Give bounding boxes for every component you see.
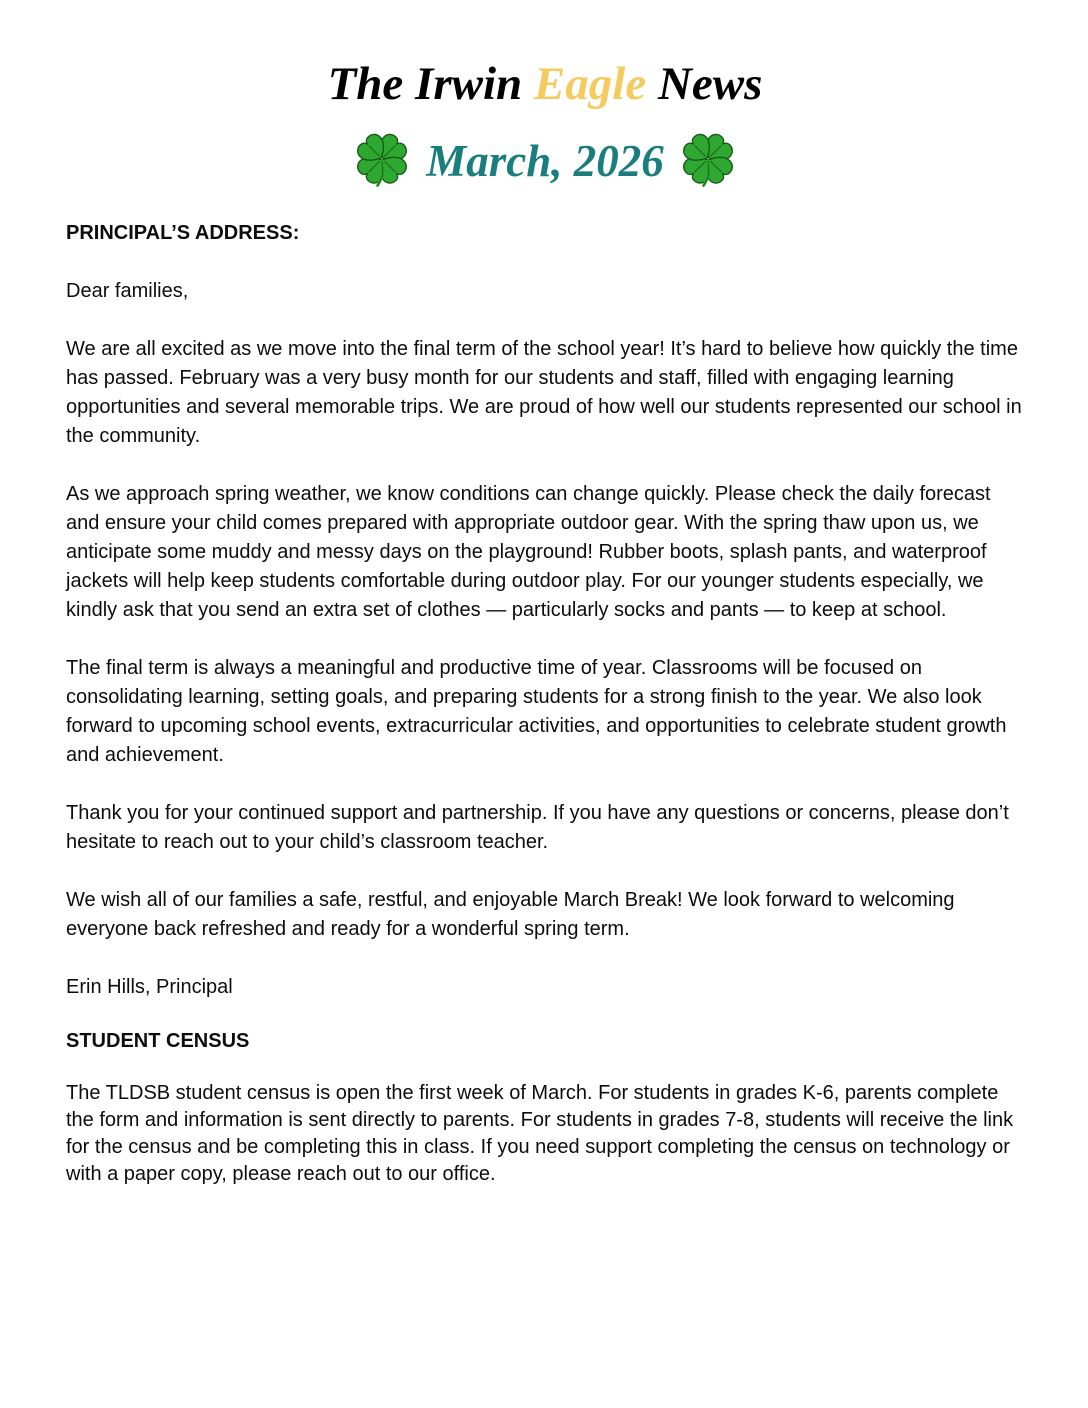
newsletter-body — [66, 219, 1024, 1188]
section-heading-student-census: STUDENT CENSUS — [66, 1030, 250, 1053]
title-text-post: News — [646, 58, 763, 110]
paragraph-final-term-focus: The final term is always a meaningful and productive time of year. Classrooms will be focused on consolidating learning, setting goals, and preparing students for a strong finish to the year. We also look forward to upcoming school events, extracurricular activities, and opportunities to celebrate student growth and achievement. — [66, 657, 1007, 767]
paragraph-thank-you: Thank you for your continued support and partnership. If you have any questions or concerns, please don’t hesitate to reach out to your child’s classroom teacher. — [66, 802, 1009, 854]
title-highlight: Eagle — [533, 58, 647, 110]
paragraph-spring-weather: As we approach spring weather, we know conditions can change quickly. Please check the daily forecast and ensure your child comes prepared with appropriate outdoor gear. With the spring thaw upon us, we anticipate some muddy and messy days on the playground! Rubber boots, splash pants, and waterproof jackets will help keep students comfortable during outdoor play. For our younger students especially, we kindly ask that you send an extra set of clothes — particularly socks and pants — to keep at school. — [66, 483, 991, 622]
paragraph-salutation: Dear families, — [66, 280, 189, 303]
paragraph-final-term-excitement: We are all excited as we move into the final term of the school year! It’s hard to believe how quickly the time has passed. February was a very busy month for our students and staff, filled with engaging learning opportunities and several memorable trips. We are proud of how well our students represented our school in the community. — [66, 338, 1022, 448]
newsletter-title — [66, 60, 1024, 109]
section-heading-principals-address: PRINCIPAL’S ADDRESS: — [66, 222, 300, 245]
paragraph-student-census: The TLDSB student census is open the first week of March. For students in grades K-6, parents complete the form and information is sent directly to parents. For students in grades 7-8, students will receive the link for the census and be completing this in class. If you need support completing the census on technology or with a paper copy, please reach out to our office. — [66, 1082, 1014, 1186]
four-leaf-clover-icon-left — [354, 131, 410, 191]
title-text-pre: The Irwin — [327, 58, 534, 110]
signature-line: Erin Hills, Principal — [66, 976, 233, 999]
newsletter-date-row — [66, 131, 1024, 191]
four-leaf-clover-icon-right — [680, 131, 736, 191]
paragraph-march-break-wish: We wish all of our families a safe, restful, and enjoyable March Break! We look forward to welcoming everyone back refreshed and ready for a wonderful spring term. — [66, 889, 955, 941]
newsletter-date: March, 2026 — [426, 135, 664, 186]
